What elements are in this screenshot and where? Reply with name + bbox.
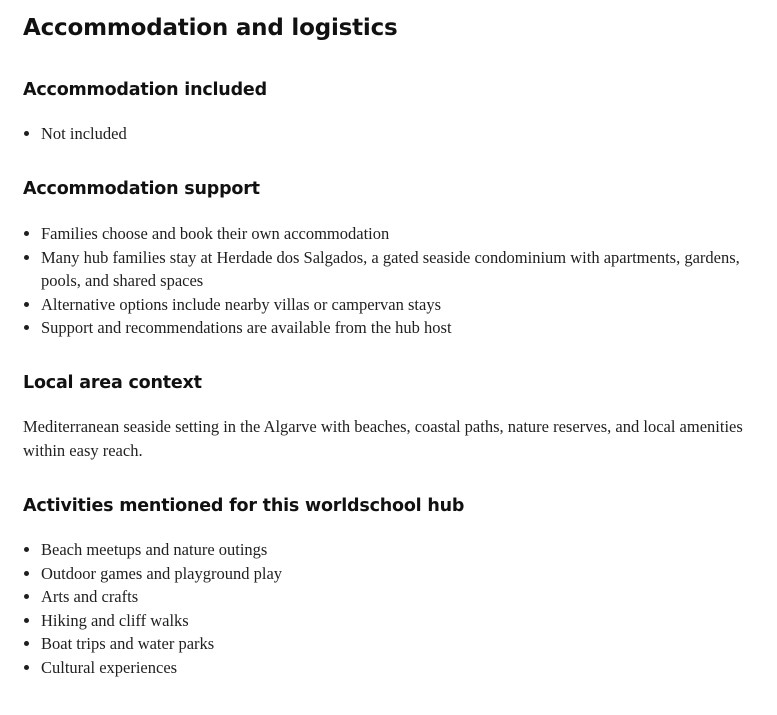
section-heading-accommodation-support: Accommodation support bbox=[23, 179, 260, 199]
accommodation-included-list bbox=[23, 122, 759, 146]
list-item: • Boat trips and water parks bbox=[41, 632, 759, 656]
list-item: • Alternative options include nearby villas or campervan stays bbox=[41, 293, 759, 317]
list-item: • Beach meetups and nature outings bbox=[41, 538, 759, 562]
list-item: • Outdoor games and playground play bbox=[41, 562, 759, 586]
list-item: • Cultural experiences bbox=[41, 656, 759, 680]
list-item: • Families choose and book their own accommodation bbox=[41, 222, 759, 246]
local-area-context-paragraph: Mediterranean seaside setting in the Algarve with beaches, coastal paths, nature reserves, and local amenities within easy reach. bbox=[23, 417, 743, 460]
list-item: • Arts and crafts bbox=[41, 585, 759, 609]
page-title: Accommodation and logistics bbox=[23, 15, 398, 41]
list-item: • Support and recommendations are available from the hub host bbox=[41, 316, 759, 340]
section-heading-local-area-context: Local area context bbox=[23, 373, 202, 393]
section-heading-activities: Activities mentioned for this worldschool hub bbox=[23, 496, 465, 516]
list-item: • Not included bbox=[41, 122, 759, 146]
accommodation-support-list bbox=[23, 222, 759, 340]
list-item: • Hiking and cliff walks bbox=[41, 609, 759, 633]
list-item: • Many hub families stay at Herdade dos Salgados, a gated seaside condominium with apartments, gardens, pools, and shared spaces bbox=[41, 246, 759, 293]
activities-list bbox=[23, 538, 759, 679]
section-heading-accommodation-included: Accommodation included bbox=[23, 80, 267, 100]
